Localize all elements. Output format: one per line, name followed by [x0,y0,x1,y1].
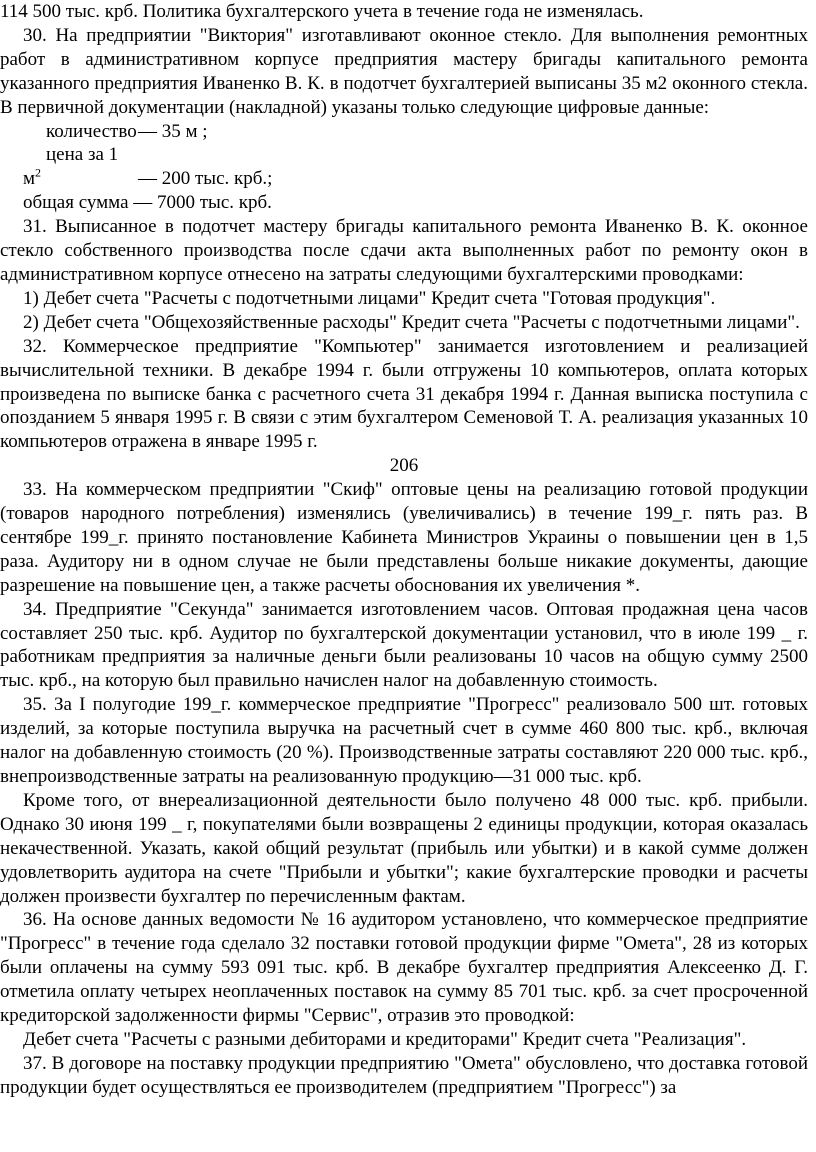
line-total: общая сумма — 7000 тыс. крб. [23,192,272,214]
paragraph-31-entry-2: 2) Дебет счета "Общехозяйственные расходы" Кредит счета "Расчеты с подотчетными лицами". [23,311,800,333]
line-price [0,143,808,191]
price-value: — 200 тыс. крб.; [138,168,273,190]
page-number: 206 [389,455,419,477]
paragraph-34: 34. Предприятие "Секунда" занимается изготовлением часов. Оптовая продажная цена часов составляет 250 тыс. крб. Аудитор по бухгалтерской документации установил, что в июле 199 _ г. работникам предприятия за наличные деньги были реализованы 10 часов на общую сумму 2500 тыс. крб., на которую был правильно начислен налог на добавленную стоимость. [0,598,808,692]
quantity-value: — 35 м ; [138,120,208,142]
paragraph-continuation: 114 500 тыс. крб. Политика бухгалтерского учета в течение года не изменялась. [0,1,644,22]
paragraph-30: 30. На предприятии "Виктория" изготавливают оконное стекло. Для выполнения ремонтных работ в административном корпусе предприятия мастеру бригады капитального ремонта указанного предприятия Иваненко В. К. в подотчет бухгалтерией выписаны 35 м2 оконного стекла. В первичной документации (накладной) указаны только следующие цифровые данные: [0,24,808,118]
paragraph-35-continued: Кроме того, от внереализационной деятельности было получено 48 000 тыс. крб. прибыли. Однако 30 июня 199 _ г, покупателями были возвращены 2 единицы продукции, которая оказалась некачественной. Указать, какой общий результат (прибыль или убытки) и в какой сумме должен удовлетворить аудитора на счете "Прибыли и убытки"; какие бухгалтерские проводки и расчеты должен произвести бухгалтер по перечисленным фактам. [0,789,808,907]
price-superscript: 2 [35,166,42,181]
line-quantity [0,120,808,144]
price-label: цена за 1 м [23,144,119,190]
price-label-wrap [23,143,138,191]
paragraph-35: 35. За I полугодие 199_г. коммерческое предприятие "Прогресс" реализовало 500 шт. готовых изделий, за которые поступила выручка на расчетный счет в сумме 460 800 тыс. крб., включая налог на добавленную стоимость (20 %). Производственные затраты составляют 220 000 тыс. крб., внепроизводственные затраты на реализованную продукцию—31 000 тыс. крб. [0,694,808,787]
paragraph-37: 37. В договоре на поставку продукции предприятию "Омета" обусловлено, что доставка готовой продукции будет осуществляться ее производителем (предприятием "Прогресс") за [0,1052,808,1098]
paragraph-33: 33. На коммерческом предприятии "Скиф" оптовые цены на реализацию готовой продукции (товаров народного потребления) изменялись (увеличивались) в течение 199_г. пять раз. В сентябре 199_г. принято постановление Кабинета Министров Украины о повышении цен в 1,5 раза. Аудитору ни в одном случае не были представлены больше никакие документы, дающие разрешение на повышение цен, а также расчеты обоснования их увеличения *. [0,479,808,596]
paragraph-31-entry-1: 1) Дебет счета "Расчеты с подотчетными лицами" Кредит счета "Готовая продукция". [23,287,716,309]
quantity-label: количество [46,120,137,142]
paragraph-36-entry: Дебет счета "Расчеты с разными дебиторами и кредиторами" Кредит счета "Реализация". [23,1028,747,1050]
paragraph-36: 36. На основе данных ведомости № 16 аудитором установлено, что коммерческое предприятие "Прогресс" в течение года сделало 32 поставки готовой продукции фирме "Омета", 28 из которых были оплачены на сумму 593 091 тыс. крб. В декабре бухгалтер предприятия Алексеенко Д. Г. отметила оплату четырех неоплаченных поставок на сумму 85 701 тыс. крб. за счет просроченной кредиторской задолженности фирмы "Сервис", отразив это проводкой: [0,909,808,1027]
paragraph-31: 31. Выписанное в подотчет мастеру бригады капитального ремонта Иваненко В. К. оконное стекло собственного производства после сдачи акта выполненных работ по ремонту окон в административном корпусе отнесено на затраты следующими бухгалтерскими проводками: [0,216,808,285]
paragraph-32: 32. Коммерческое предприятие "Компьютер" занимается изготовлением и реализацией вычислительной техники. В декабре 1994 г. были отгружены 10 компьютеров, оплата которых произведена по выписке банка с расчетного счета 31 декабря 1994 г. Данная выписка поступила с опозданием 5 января 1995 г. В связи с этим бухгалтером Семеновой Т. А. реализация указанных 10 компьютеров отражена в январе 1995 г. [0,335,808,453]
